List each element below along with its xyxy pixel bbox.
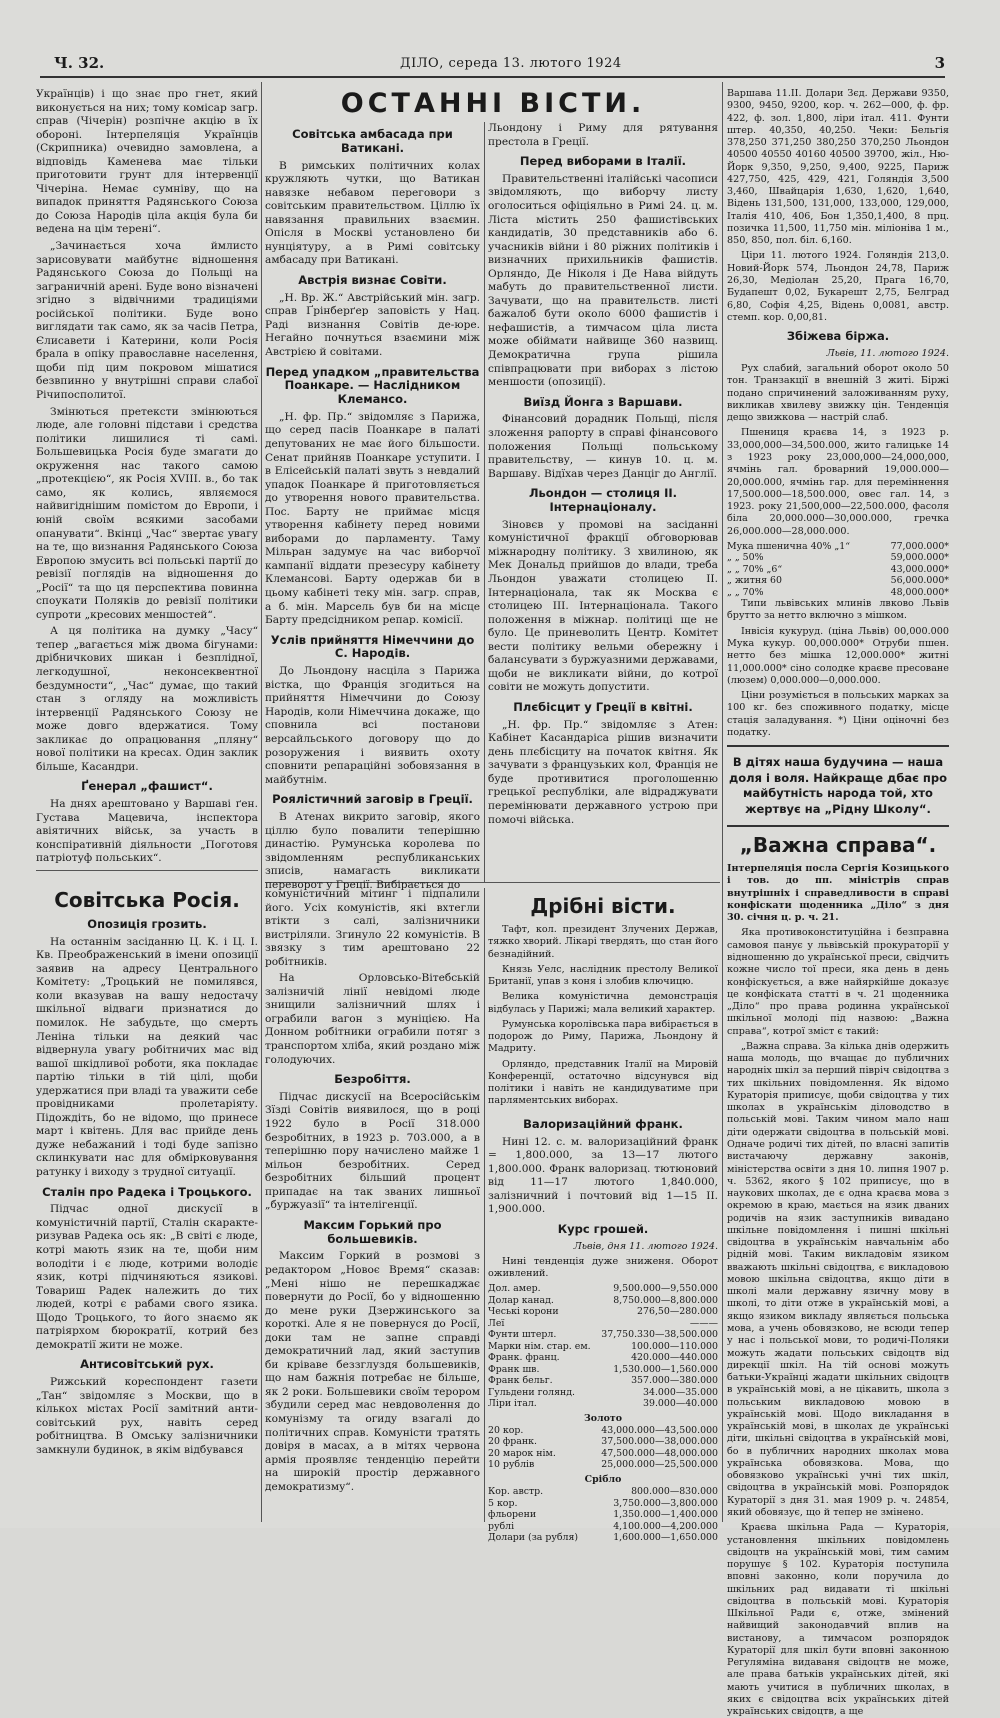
- rate-row: [727, 552, 949, 563]
- headline-valorized-franc: Валоризаційний франк.: [523, 1116, 683, 1131]
- rate-label: Дол. амер.: [488, 1283, 541, 1295]
- article-paragraph: На днях арештовано у Варшаві ґен. Густава Мацевича, інспектора авіятичних військ, за участь в конспіративній діяльности „Поготовя патріотуф польських“.: [36, 798, 258, 865]
- article-paragraph: Інвісія кукуруд. (ціна Львів) 00,000.000 Мука кукур. 00,000.000* Отруби пшен. нетто без мішка 12,000.000* житні 11,000.000* сіно солодке краєве пресоване (люзем) 0,000.000—0,000.000.: [727, 625, 949, 686]
- article-paragraph: Максим Горкий в розмові з редактором „Новоє Время“ сказав: „Мені нішо не перешкаджає повернути до Росії, бо у відношенню до мене руки Дзержинського за короткі. Але я не повернуся до Росії, доки там не запне справді демократичний лад, який заступив би кріваве беззглуздя большевиків, що нам бажнія потребає не більше, як 2 роки. Большевики своїм терором збудили серед мас невдоволення до комунізму та огиду взагалі до політичних справ. Комуністи тратять довіря в масах, а в мітях червона армія проявляє тенденцію перейти на широкій простір державного демократизму“.: [265, 1250, 480, 1493]
- rate-value: 47,500.000—48,000.000: [601, 1447, 718, 1459]
- rate-row: [488, 1306, 718, 1317]
- article-paragraph: Підчас одної дискусії в комуністичній партії, Сталін скарактеризував Радека ось як: „В світі є люде, котрі мають язик на те, щоби ним володіти і є люде, котрими володіє язик, котрі підчиняються язикові. Товариш Радек належить до тих людей, котрі є рабами свого язика. Щодо Троцького, то його знаємо як патріярхом бюрократії, котрий без демократії жити не може.: [36, 1203, 258, 1351]
- news-item: Орляндо, представник Італії на Мировій Конференції, остаточно відсунувся від політики і навіть не кандидуватиме при парляментських виборах.: [488, 1058, 718, 1107]
- rate-value: 43,000.000*: [890, 563, 949, 575]
- headline-greece-plot: Роялістичний заговір в Греції.: [272, 792, 473, 807]
- headline-gorky: Максим Горький про большевиків.: [303, 1217, 442, 1246]
- section-title-short-news: Дрібні вісти.: [530, 894, 676, 918]
- page-number-right: 3: [934, 54, 945, 72]
- school-appeal-box: [727, 745, 949, 827]
- rate-value: 357.000—380.000: [631, 1375, 718, 1387]
- rate-value: ———: [689, 1317, 718, 1329]
- article-paragraph: Краєва шкільна Рада — Кураторія, установлення шкільних повідомлень свідоцтв на українській мові, тим самим порушує § 102. Кураторія поступила вповні законно, коли поручила до шкільних рад видавати ті шкільні свідоцтва в польській мові. Кураторія Шкільної Ради є, отже, змінений найвищий законодавчий вплив на вистанову, а тимчасом розпорядок Кураторії для шкіл бути вповні законною Регуляміна видаваня свідоцтв не може, але права батьків українських дітей, які мають учитися в публичних школах, в яких є свідоцтва всіх українських дітей українських свідоцтв, а ще: [727, 1522, 949, 1718]
- article-paragraph: „Н. Вр. Ж.“ Австрійський мін. загр. справ Ґрінберґер заповість у Нац. Раді визнання Совітів де-юре. Негайно почнуться взаємини між Австрією й совітами.: [265, 291, 480, 358]
- article-paragraph: Зіновєв у промові на засіданні комуністичної фракції обговорював міжнародну політику. З хвилиною, як Мек Дональд прийшов до влади, треба Льондон уважати столицею II. Інтернаціонала, так як Москва є столицею III. Інтернаціонала. Такого положення в міжнар. політиці ще не було. Це приневолить Центр. Комітет вести політику вельми обережну і балансувати з буржуазними державами, щоби не викликати війни, до котрої совіти не можуть допустити.: [488, 518, 718, 694]
- rate-row: [488, 1283, 718, 1294]
- article-paragraph: „Н. фр. Пр.“ звідомляє з Атен: Кабінет Касандаріса рішив визначити день плєбісциту на початок квітня. Як зачувати з французьких кол, Франція не буде противитися проголошенню грецької республіки, але відраджувати перемінювати державного устрою при помочі війська.: [488, 718, 718, 826]
- rate-group-label: Золото: [584, 1412, 622, 1424]
- page-number-left: Ч. 32.: [54, 54, 105, 72]
- article-paragraph: Варшава 11.II. Долари Зєд. Держави 9350, 9300, 9450, 9200, кор. ч. 262—000, ф. фр. 422, ф. зол. 1,800, ліри італ. 411. Фунти штер. 40,350, 40,250. Чеки: Бельгія 378,250 371,250 380,250 370,250 Льондон 40500 40550 40160 40500 39700, жіл., Ню-Йорк 9,350, 9,250, 9,400, 9225, Париж 427,750, 425, 429, 421, Голяндія 3,500 3,460, Швайцарія 1,630, 1,620, 1,640, Відень 131,500, 131,000, 133,000, 129,000, Італія 410, 406, Бон 1,350,1,400, 8 прц. позичка 11,500, 11,750 мін. міліоніва 1 м., 850, 850, пол. біл. 6,160.: [727, 88, 949, 247]
- rate-row: [488, 1425, 718, 1436]
- rate-label: „ „ 70% „6“: [727, 563, 783, 575]
- rate-value: 3,750.000—3,800.000: [613, 1497, 718, 1509]
- rate-row: [488, 1364, 718, 1375]
- rate-label: 20 марок нім.: [488, 1447, 556, 1459]
- rate-label: Кор. австр.: [488, 1486, 544, 1498]
- article-paragraph: Нині 12. с. м. валоризаційний франк = 1,800.000, за 13—17 лютого 1,800.000. Франк валоризац. тютюновий від 11—17 лютого 1,840.000, залізничний і почтовий від 1—15 II. 1,900.000.: [488, 1135, 718, 1216]
- article-paragraph: комуністичний мітинг і підпалили його. Усіх комуністів, які вхтегли втікти з салі, залізничники вистріляли. Згинуло 22 комуністів. В звязку з тим арештовано 22 робітників.: [265, 888, 480, 968]
- rate-label: Ліри італ.: [488, 1398, 537, 1410]
- article-paragraph: В Атенах викрито заговір, якого ціллю було повалити теперішню династію. Румунська королева по звідомленням республиканських зписів, намагасть викликати переворот у Греції. Вибірається до: [265, 810, 480, 891]
- article-paragraph: А ця політика на думку „Часу“ тепер „вагається між двома бігунами: дрібничкових шикан і безплідної, легкодушної, неконсеквентної бездумности“, „Час“ думає, що такий стан з огляду на можливість інтервенції Радянського Союзу не може довго вдержатися. Тому закликає до опрацювання „пляну“ нової політики на кресах. Один заклик більше, Касандри.: [36, 625, 258, 773]
- rate-row: [488, 1375, 718, 1386]
- headline-anti-soviet: Антисовітський рух.: [80, 1357, 214, 1372]
- column-4: [727, 88, 949, 1718]
- rate-value: 8,750.000—8,800.000: [613, 1294, 718, 1306]
- rate-row: [488, 1387, 718, 1398]
- headline-london-international: Льондон — столиця II. Інтернаціоналу.: [528, 486, 677, 514]
- article-paragraph: „Зачинається хоча ймлисто зарисовувати майбутнє відношення Радянського Союза до Польщі на заграничній арені. Буде воно візначені згідно з відвічними традиціями російської політики. Буде воно виглядати так само, як за часів Петра, Єлисавети і Катерини, коли Росія брала в опіку православне населення, щоби під цим покровом мішатися безвпинно у внутрішні справи слабої Річипосполитої.: [36, 240, 258, 402]
- rate-row: [727, 564, 949, 575]
- column-2: [265, 122, 480, 891]
- rate-label: 10 рублів: [488, 1459, 535, 1471]
- page-header: [40, 54, 945, 76]
- rate-row: [488, 1459, 718, 1470]
- headline-italy-elections: Перед виборами в Італії.: [519, 154, 687, 169]
- rate-label: Гульдени голянд.: [488, 1386, 576, 1398]
- column-3: [488, 122, 718, 878]
- news-item: Румунська королівська пара вибірається в подорож до Риму, Парижа, Льондону й Мадриту.: [488, 1018, 718, 1055]
- headline-vatican: Совітська амбасада при Ватикані.: [292, 127, 453, 155]
- rate-label: 5 кор.: [488, 1497, 518, 1509]
- article-paragraph: Яка противоконституційна і безправна самовоя панує у львівській прокураторії у відношенню до української преси, свідчить кожне число тої преси, яка день в день конфіскується, а вже найяркійше доказує це конфіската статті в ч. 21 щоденника „Діло“ про права родинна української шкільної молоді під назвою: „Важна справа“, котрої зміст є такий:: [727, 927, 949, 1037]
- dateline: Львів, 11. лютого 1924.: [826, 347, 949, 359]
- column-divider: [261, 82, 262, 1522]
- rate-value: 59,000.000*: [890, 552, 949, 564]
- article-paragraph: Змінються претексти змінюються люде, але головні підстави і средства політики лишилися ті самі. Большевицька Росія буде змагати до окруження нас такого самою „протекцією“, як Росія XVIII. в., бо так само, як колись, являємося найвигіднішим помістом до Европи, і юній своїм всякими засобами опанувати“. Вкінці „Час“ звертає увагу на те, що визнання Радянського Союза Европою змусить всі польські партії до ревізії поглядів на відношення до „Росії“ та що ця перспектива повинна споукати Поляків до ревізії політики супроти „кресових меншостей“.: [36, 405, 258, 621]
- rate-label: Франк бельг.: [488, 1375, 553, 1387]
- rate-value: 39.000—40.000: [643, 1398, 718, 1410]
- rate-label: 20 кор.: [488, 1425, 524, 1437]
- rate-row: [488, 1486, 718, 1497]
- headline-germany-league: Услів прийняття Німеччини до С. Народів.: [270, 632, 475, 661]
- rate-value: 48,000.000*: [890, 586, 949, 598]
- headline-unemployment: Безробіття.: [334, 1072, 411, 1087]
- rate-row: [488, 1498, 718, 1509]
- headline-general: Ґенерал „фашист“.: [81, 779, 213, 794]
- rate-value: 276,50—280.000: [637, 1306, 718, 1318]
- rate-value: 9,500.000—9,550.000: [613, 1283, 718, 1295]
- rate-value: 420.000—440.000: [631, 1352, 718, 1364]
- rate-row: [488, 1318, 718, 1329]
- rate-row: [488, 1295, 718, 1306]
- headline-greece-plebiscite: Плєбісцит у Греції в квітні.: [513, 699, 693, 714]
- rate-value: 37,750.330—38,500.000: [601, 1329, 718, 1341]
- article-paragraph: На останнім засіданню Ц. К. і Ц. І. Кв. Преображенський в імени опозиції заявив на адресу Центрального Комітету: „Троцький не помилявся, коли вказував на вашу недостачу шкільної відваги признатися до помилок. Не забудьте, що смерть Леніна тільки на деякий час відвернула увагу робітничих мас від вашої шкідливої роботи, яка покладає партію тільки в тій цілі, щоби удержатися при владі та уважити себе провідниками пролетаріяту. Підождіть, бо не відомо, що принесе март і квітень. Для вас прийде день дуже небажаний і тоді буде запізно склинкувати нас для обмірковування ратунку і виходу з трудної ситуації.: [36, 935, 258, 1178]
- section-banner-latest-news: ОСТАННІ ВІСТИ.: [340, 88, 646, 119]
- news-item: Тафт, кол. президент Злучених Держав, тяжко хворий. Лікарі твердять, що стан його безнадійний.: [488, 924, 718, 960]
- school-appeal-text: В дітях наша будучина — наша доля і воля. Найкраще дбає про майбутність народа той, хто жертвує на „Рідну Школу“.: [728, 755, 948, 816]
- rate-label: Долар канад.: [488, 1294, 554, 1306]
- rate-label: Долари (за рубля): [488, 1532, 579, 1544]
- column-divider: [484, 888, 485, 1522]
- rate-row: [727, 587, 949, 598]
- rate-label: „ „ 70%: [727, 586, 764, 598]
- headline-austria: Австрія визнає Совіти.: [298, 272, 447, 287]
- rate-value: 34.000—35.000: [643, 1386, 718, 1398]
- article-paragraph: Рижський кореспондент газети „Тан“ звідомляє з Москви, що в кількох містах Росії замітний антисовітський рух, навіть серед робітництва. В Омську залізничники замкнули будинок, в якім відбувався: [36, 1376, 258, 1456]
- rate-row: [488, 1509, 718, 1520]
- rate-label: Фунти штерл.: [488, 1329, 557, 1341]
- column-3-lower: [488, 888, 718, 1544]
- rate-label: Леї: [488, 1317, 505, 1329]
- rate-value: 56,000.000*: [890, 575, 949, 587]
- rate-row: [488, 1436, 718, 1447]
- rate-label: Франк. франц.: [488, 1352, 560, 1364]
- headline-stalin: Сталін про Радека і Троцького.: [42, 1184, 252, 1199]
- headline-opposition: Опозиція грозить.: [87, 916, 207, 931]
- flour-prices-table: [727, 541, 949, 598]
- rate-value: 77,000.000*: [890, 540, 949, 552]
- article-paragraph: Правительственні італійські часописи звідомляють, що виборчу листу оголоситься офіціяльно в Римі 24. ц. м. Ліста містить 250 фашистівських кандидатів, 30 представників або 6. учасників війни і 80 ріжних політиків і визначних прихильників фашистів. Орляндо, Де Ніколя і Де Нава війдуть мабуть до правительственної листи. Зачувати, що на правительств. листі бажалоб бути около 6000 фашистів і нефашистів, а тимчасом ціла листа може обіймати найвище 360 назвищ. Демократична група рішила співпрацювати при виборах з лістою меншости (опозиції).: [488, 172, 718, 389]
- rate-label: фльорени: [488, 1509, 537, 1521]
- rate-row: [488, 1352, 718, 1363]
- headline-grain-exchange: Збіжева біржа.: [786, 329, 890, 344]
- article-paragraph: Ціни розуміється в польських марках за 100 кг. без споживного податку, місце стація заладування. *) Ціни оціночні без податку.: [727, 690, 949, 738]
- interpellation-intro: Інтерпеляція посла Сергія Козицького і тов. до пп. міністрів справ внутрішніх і справедливости в справі конфіскати щоденника „Діло“ з дня 30. січня ц. р. ч. 21.: [727, 863, 949, 924]
- rate-value: 1,600.000—1,650.000: [613, 1532, 718, 1544]
- rate-value: 800.000—830.000: [631, 1486, 718, 1498]
- column-2-lower: [265, 888, 480, 1518]
- headline-important-matter: „Важна справа“.: [739, 833, 937, 858]
- article-paragraph: В римських політичних колах кружляють чутки, що Ватикан навязке небавом переговори з совітським правительством. Ціллю їх навязання правильних взаємин. Опісля в Москві установлено би нунціятуру, а в Римі совітську амбасаду при Ватикані.: [265, 159, 480, 267]
- article-paragraph: Рух слабий, загальний оборот около 50 тон. Транзакції в внешній 3 житі. Біржі подано спричинений заложиванням руху, викликав хвилеву звижку цін. Тенденція дещо звижкова — настрій слаб.: [727, 363, 949, 424]
- column-1: [36, 88, 258, 1518]
- rate-value: 37,500.000—38,000.000: [601, 1436, 718, 1448]
- rate-label: Марки нім. стар. ем.: [488, 1340, 591, 1352]
- rate-row: [488, 1448, 718, 1459]
- article-paragraph: Ціри 11. лютого 1924. Голяндія 213,0. Новий-Йорк 574, Льондон 24,78, Париж 26,30, Медіолан 25,20, Прага 16,70, Будапешт 0,02, Букарешт 2,75, Белград 6,80, Софія 4,25, Відень 0,0081, австр. стемп. кор. 0,00,81.: [727, 250, 949, 323]
- article-paragraph: Типи львівських млинів лвково Львів брутто за нетто включно з мішком.: [727, 598, 949, 622]
- article-paragraph: Українців) і що знає про гнет, який виконується на них; тому комісар загр. справ (Чічерін) розпічне акцію в їх обороні. Інтерпеляція Українців (Скрипника) очевидно замовлена, а відповідь Каменева має тільки приготовити грунт для інтервенції Чічеріна. Немає сумніву, що на випадок приняття Радянського Союза до Союза Народів ціла акція була би ведена на цім терені“.: [36, 88, 258, 236]
- rate-row: [488, 1521, 718, 1532]
- exchange-rates-table: [488, 1283, 718, 1543]
- rate-row: [488, 1532, 718, 1543]
- rate-value: 43,000.000—43,500.000: [601, 1425, 718, 1437]
- masthead-dateline: ДІЛО, середа 13. лютого 1924: [400, 56, 622, 71]
- rate-row: [488, 1329, 718, 1340]
- headline-young-warsaw: Виїзд Йонга з Варшави.: [523, 394, 683, 409]
- article-paragraph: Пшениця краєва 14, з 1923 р. 33,000,000—34,500.000, жито галицьке 14 з 1923 року 23,000,000—24,000,000, ячмінь гал. броварний 19,000.000—20,000.000, ячмінь гар. для переміннення 17,500.000—18,500.000, овес гал. 14, з 1923. року 21,500,000—22,500.000, фасоля біла 20,000.000—30,000.000, гречка 26,000.000—28,000.000.: [727, 427, 949, 537]
- dateline: Львів, дня 11. лютого 1924.: [573, 1240, 718, 1252]
- rate-label: „ „ 50%: [727, 552, 764, 564]
- rate-value: 1,530.000—1,560.000: [613, 1363, 718, 1375]
- rate-row: [727, 575, 949, 586]
- column-divider: [484, 122, 485, 882]
- headline-exchange-rates: Курс грошей.: [557, 1221, 649, 1236]
- rate-row: [727, 541, 949, 552]
- rate-label: Чеські корони: [488, 1306, 559, 1318]
- rate-value: 1,350.000—1,400.000: [613, 1509, 718, 1521]
- rate-row: [488, 1398, 718, 1409]
- header-rule: [40, 76, 945, 78]
- article-paragraph: Підчас дискусії на Всеросійськім Зїзді Совітів виявилося, що в році 1922 було в Росії 318.000 безробітних, в 1923 р. 703.000, а в теперішню пору начислено майже 1 мільон безробітних. Серед безробітних більший процент припадає на так званих лишньої „буржуазії“ та інтелігенції.: [265, 1090, 480, 1212]
- rate-row: [488, 1341, 718, 1352]
- news-item: Князь Уелс, наслідник престолу Великої Британії, упав з коня і злобив ключицю.: [488, 963, 718, 988]
- article-paragraph: Льондону і Риму для рятування престола в Греції.: [488, 122, 718, 148]
- rate-label: 20 франк.: [488, 1436, 537, 1448]
- rate-value: 25,000.000—25,500.000: [601, 1459, 718, 1471]
- rate-label: рублі: [488, 1520, 515, 1532]
- rate-label: Мука пшенична 40% „1“: [727, 540, 851, 552]
- rate-label: „ житня 60: [727, 575, 782, 587]
- article-paragraph: „Важна справа. За кілька днів одержить наша молодь, що вчащає до публичних народніх шкіл за перший півріч свідоцтва з тих шкільних повідомлення. Як відомо Кураторія приписує, щоби свідоцтва у тих школах в українськім діловодство в польській мові. Таким чином мало наш діти одержати свідоцтва в польській мові. Одначе родичі тих дітей, по власні запитів вистачаючу державну законів, міністерства освіти з дня 10. липня 1907 р. ч. 5362, якого § 102 приписує, що в наукових школах, де є одна краєва мова з окремою в краю, мається на язик дваних родичів на язик заступників вивадано шкільне повідомлення і пишні шкільні свідоцтва в українськім навчальнім або рідній мові. Таким викладовім язиком вважають шкільні свідоцтва, є викладовою мовою шкільна свідоцтва, якщо діти в школі мали державну язичну мову в школі, то діти отже в українській мові, а якщо язиком викладу являється польська мова, а учень обовязково, не всюди тепер у нас і польської мови, то родичі-Поляки можуть жадати польських свідоцтв від дирекції шкіл. На тій основі можуть батьки-Українці жадати шкільних свідоцтв в українській мові, а не цікавить, школа з польським викладовою мовою в українській мові. Щодо викладання в українській мові, в школах де українські діти, шкільні свідоцтва в українській мові, бо в публичних народних школах мова українська обовязкова. Мова, що обовязково українські учні тих шкіл, свідоцтва в українській мові. Розпорядок Кураторії з дня 31. мая 1909 р. ч. 24854, який обовязує, що й тепер не змінено.: [727, 1040, 949, 1518]
- headline-poincare: Перед упадком „правительства Поанкаре. — Наслідником Клемансо.: [265, 364, 480, 407]
- rate-label: Франк шв.: [488, 1363, 540, 1375]
- news-item: Велика комуністична демонстрація відбулась у Парижі; мала великий характер.: [488, 991, 718, 1015]
- rate-group-label: Срібло: [584, 1473, 622, 1485]
- rate-value: 100.000—110.000: [631, 1340, 718, 1352]
- rate-value: 4,100.000—4,200.000: [613, 1520, 718, 1532]
- article-paragraph: Фінансовий дорадник Польщі, після зложення рапорту в справі фінансового положения Польщі польському правительству, — кинув 10. ц. м. Варшаву. Відїхав через Данціг до Англії.: [488, 413, 718, 480]
- column-divider: [722, 82, 723, 1522]
- article-paragraph: Нині тенденція дуже зниженя. Оборот оживлений.: [488, 1255, 718, 1280]
- article-paragraph: До Льондону насціла з Парижа вістка, що Франція згодиться на прийняття Німеччини до Союзу Народів, коли Німеччина докаже, що сповнила всі постанови версайльського договору що до розоружения і виявить охоту сповнити репараційні зобовязання в майбутнім.: [265, 665, 480, 786]
- article-paragraph: „Н. фр. Пр.“ звідомляє з Парижа, що серед пасів Поанкаре в палаті депутованих не має його більшости. Сенат прийняв Поанкаре уступити. І в Елісейській палаті звуть з невдалий упадок Поанкаре й приготовляється до утворення нового правительства. Пос. Барту не приймає місця утворення кабінету перед новими виборами до парламенту. Таму Мільран задумує на час виборчої кампанії віддати презесуру кабінету Клемансові. Барту одержав би в цьому кабінеті теку мін. загр. справ, а б. мін. Марсель був би на місце Барту предсідником репар. комісії.: [265, 410, 480, 627]
- section-title-soviet-russia: Совітська Росія.: [54, 887, 240, 912]
- article-paragraph: На Орловсько-Вітебській залізничій лінії невідомі люде знищили залізничний шлях і ограбили вагон з муніцією. На Донном робітники ограбили потяг з транспортом хліба, який роздано між голодуючих.: [265, 972, 480, 1066]
